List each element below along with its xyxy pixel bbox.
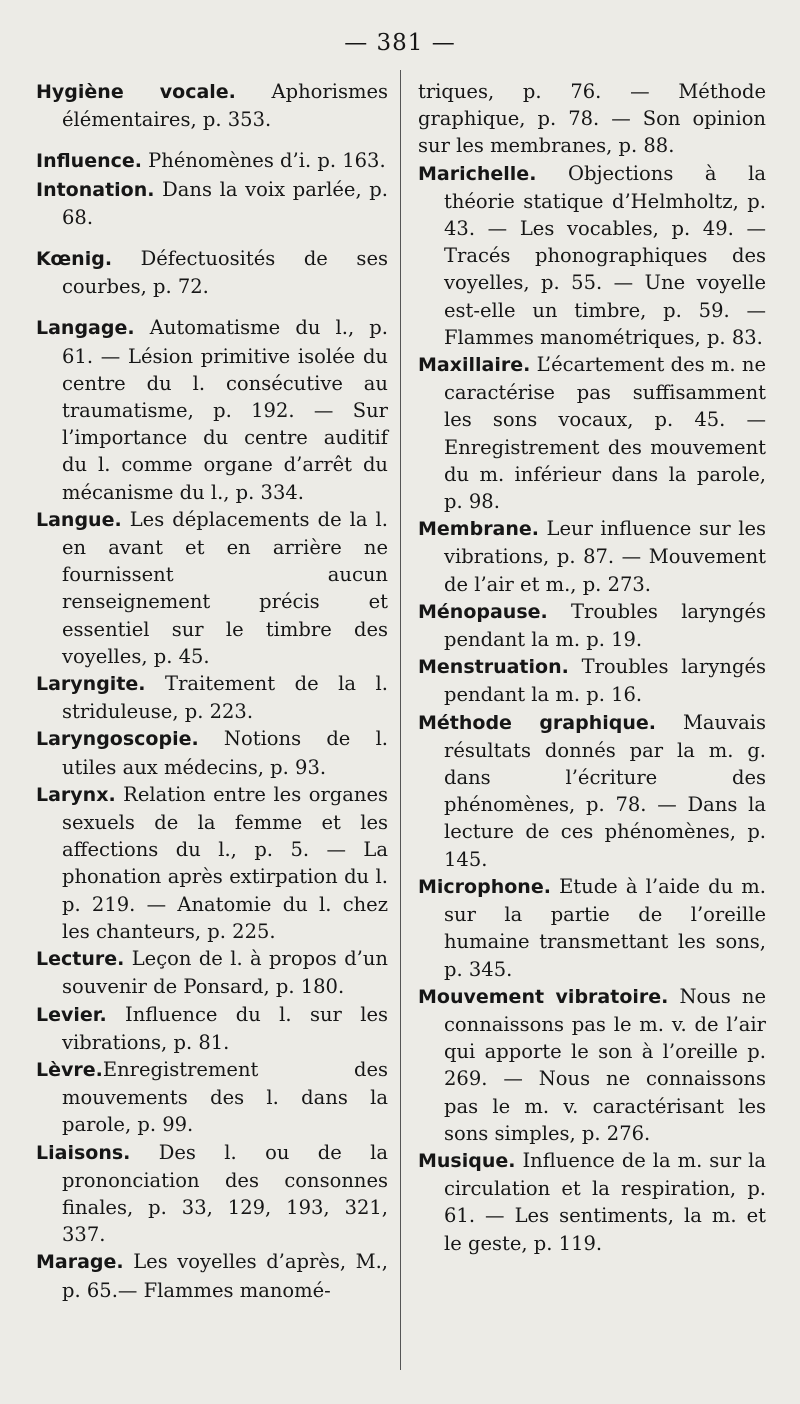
index-entry xyxy=(36,781,388,945)
entry-text: Etude à l’aide du m. sur la partie de l’oreille humaine transmettant les sons, p. 345. xyxy=(444,874,766,981)
entry-headword: Lecture. xyxy=(36,948,125,971)
entry-text: Relation entre les organes sexuels de la femme et les affections du l., p. 5. — La phonation après extirpation du l. p. 219. — Anatomie du l. chez les chanteurs, p. 225. xyxy=(62,782,388,943)
column-divider xyxy=(400,70,401,1370)
index-entry xyxy=(36,176,388,231)
entry-text: Objections à la théorie statique d’Helmholtz, p. 43. — Les vocables, p. 49. — Tracés phonographiques des voyelles, p. 55. — Une voyelle est-elle un timbre, p. 59. — Flammes manométriques, p. 83. xyxy=(444,161,766,349)
index-entry xyxy=(36,506,388,670)
index-entry xyxy=(418,709,766,873)
index-entry xyxy=(36,1248,388,1303)
index-entry xyxy=(418,78,766,160)
index-entry xyxy=(36,1139,388,1249)
entry-headword: Musique. xyxy=(418,1149,516,1172)
index-entry xyxy=(36,1056,388,1139)
entry-text: Automatisme du l., p. 61. — Lésion primitive isolée du centre du l. consécutive au traumatisme, p. 192. — Sur l’importance du centre auditif du l. comme organe d’arrêt du mécanisme du l., p. 334. xyxy=(62,316,388,504)
index-entry xyxy=(418,983,766,1147)
index-column-right xyxy=(418,78,766,1257)
index-entry xyxy=(36,1001,388,1056)
index-entry xyxy=(36,147,388,175)
entry-headword: Menstruation. xyxy=(418,656,569,679)
index-entry xyxy=(36,945,388,1000)
entry-text: Des l. ou de la prononciation des consonnes finales, p. 33, 129, 193, 321, 337. xyxy=(62,1140,388,1247)
index-entry xyxy=(418,873,766,983)
index-column-left xyxy=(36,78,388,1304)
entry-text: Influence de la m. sur la circulation et la respiration, p. 61. — Les sentiments, la m. et le geste, p. 119. xyxy=(444,1148,766,1255)
entry-headword: Kœnig. xyxy=(36,248,113,271)
entry-text: Notions de l. utiles aux médecins, p. 93. xyxy=(62,727,388,779)
entry-text: Dans la voix parlée, p. 68. xyxy=(62,177,388,229)
entry-headword: Membrane. xyxy=(418,518,540,541)
entry-text: Traitement de la l. striduleuse, p. 223. xyxy=(62,672,388,724)
entry-headword: Lèvre. xyxy=(36,1058,103,1081)
entry-text: Enregistrement des mouvements des l. dans la parole, p. 99. xyxy=(62,1057,388,1137)
entry-headword: Laryngoscopie. xyxy=(36,728,199,751)
entry-headword: Méthode graphique. xyxy=(418,711,656,734)
index-entry xyxy=(36,670,388,725)
entry-headword: Laryngite. xyxy=(36,673,146,696)
entry-text: L’écartement des m. ne caractérise pas suffisamment les sons vocaux, p. 45. — Enregistrement des mouvement du m. inférieur dans la parole, p. 98. xyxy=(444,353,766,514)
entry-text: Leçon de l. à propos d’un souvenir de Ponsard, p. 180. xyxy=(62,947,388,999)
entry-text: Mauvais résultats donnés par la m. g. dans l’écriture des phénomènes, p. 78. — Dans la lecture de ces phénomènes, p. 145. xyxy=(444,710,766,871)
entry-text: Leur influence sur les vibrations, p. 87. — Mouvement de l’air et m., p. 273. xyxy=(444,517,766,596)
index-entry xyxy=(418,160,766,351)
entry-headword: Marichelle. xyxy=(418,162,537,185)
entry-text: Nous ne connaissons pas le m. v. de l’air qui apporte le son à l’oreille p. 269. — Nous ne connaissons pas le m. v. caractérisant les sons simples, p. 276. xyxy=(444,984,766,1145)
index-entry xyxy=(36,314,388,505)
entry-headword: Levier. xyxy=(36,1003,107,1026)
entry-headword: Hygiène vocale. xyxy=(36,81,236,103)
entry-text: triques, p. 76. — Méthode graphique, p. 78. — Son opinion sur les membranes, p. 88. xyxy=(418,80,766,158)
index-entry xyxy=(418,351,766,515)
entry-headword: Liaisons. xyxy=(36,1141,131,1164)
entry-headword: Marage. xyxy=(36,1251,124,1274)
entry-text: Aphorismes élémentaires, p. 353. xyxy=(62,80,388,132)
entry-headword: Intonation. xyxy=(36,178,155,201)
index-entry xyxy=(418,653,766,708)
entry-text: Troubles laryngés pendant la m. p. 19. xyxy=(444,599,766,652)
index-entry xyxy=(418,1147,766,1257)
entry-headword: Maxillaire. xyxy=(418,354,531,377)
entry-text: Influence du l. sur les vibrations, p. 81. xyxy=(62,1002,388,1054)
index-entry xyxy=(418,515,766,598)
entry-text: Les voyelles d’après, M., p. 65.— Flammes manomé- xyxy=(62,1250,388,1302)
index-entry xyxy=(36,78,388,133)
entry-headword: Mouvement vibratoire. xyxy=(418,985,669,1008)
entry-text: Troubles laryngés pendant la m. p. 16. xyxy=(444,655,766,707)
entry-text: Les déplacements de la l. en avant et en arrière ne fournissent aucun renseignement précis et essentiel sur le timbre des voyelles, p. 45. xyxy=(62,507,388,668)
page-number: — 381 — xyxy=(344,30,456,56)
entry-headword: Microphone. xyxy=(418,875,551,898)
entry-text: Phénomènes d’i. p. 163. xyxy=(141,149,386,173)
entry-headword: Influence. xyxy=(36,150,142,173)
entry-headword: Langue. xyxy=(36,508,122,531)
entry-text: Défectuosités de ses courbes, p. 72. xyxy=(62,247,388,299)
entry-headword: Larynx. xyxy=(36,783,116,806)
entry-headword: Langage. xyxy=(36,317,135,340)
entry-headword: Ménopause. xyxy=(418,600,548,623)
index-entry xyxy=(418,598,766,653)
index-entry xyxy=(36,245,388,300)
index-entry xyxy=(36,725,388,780)
